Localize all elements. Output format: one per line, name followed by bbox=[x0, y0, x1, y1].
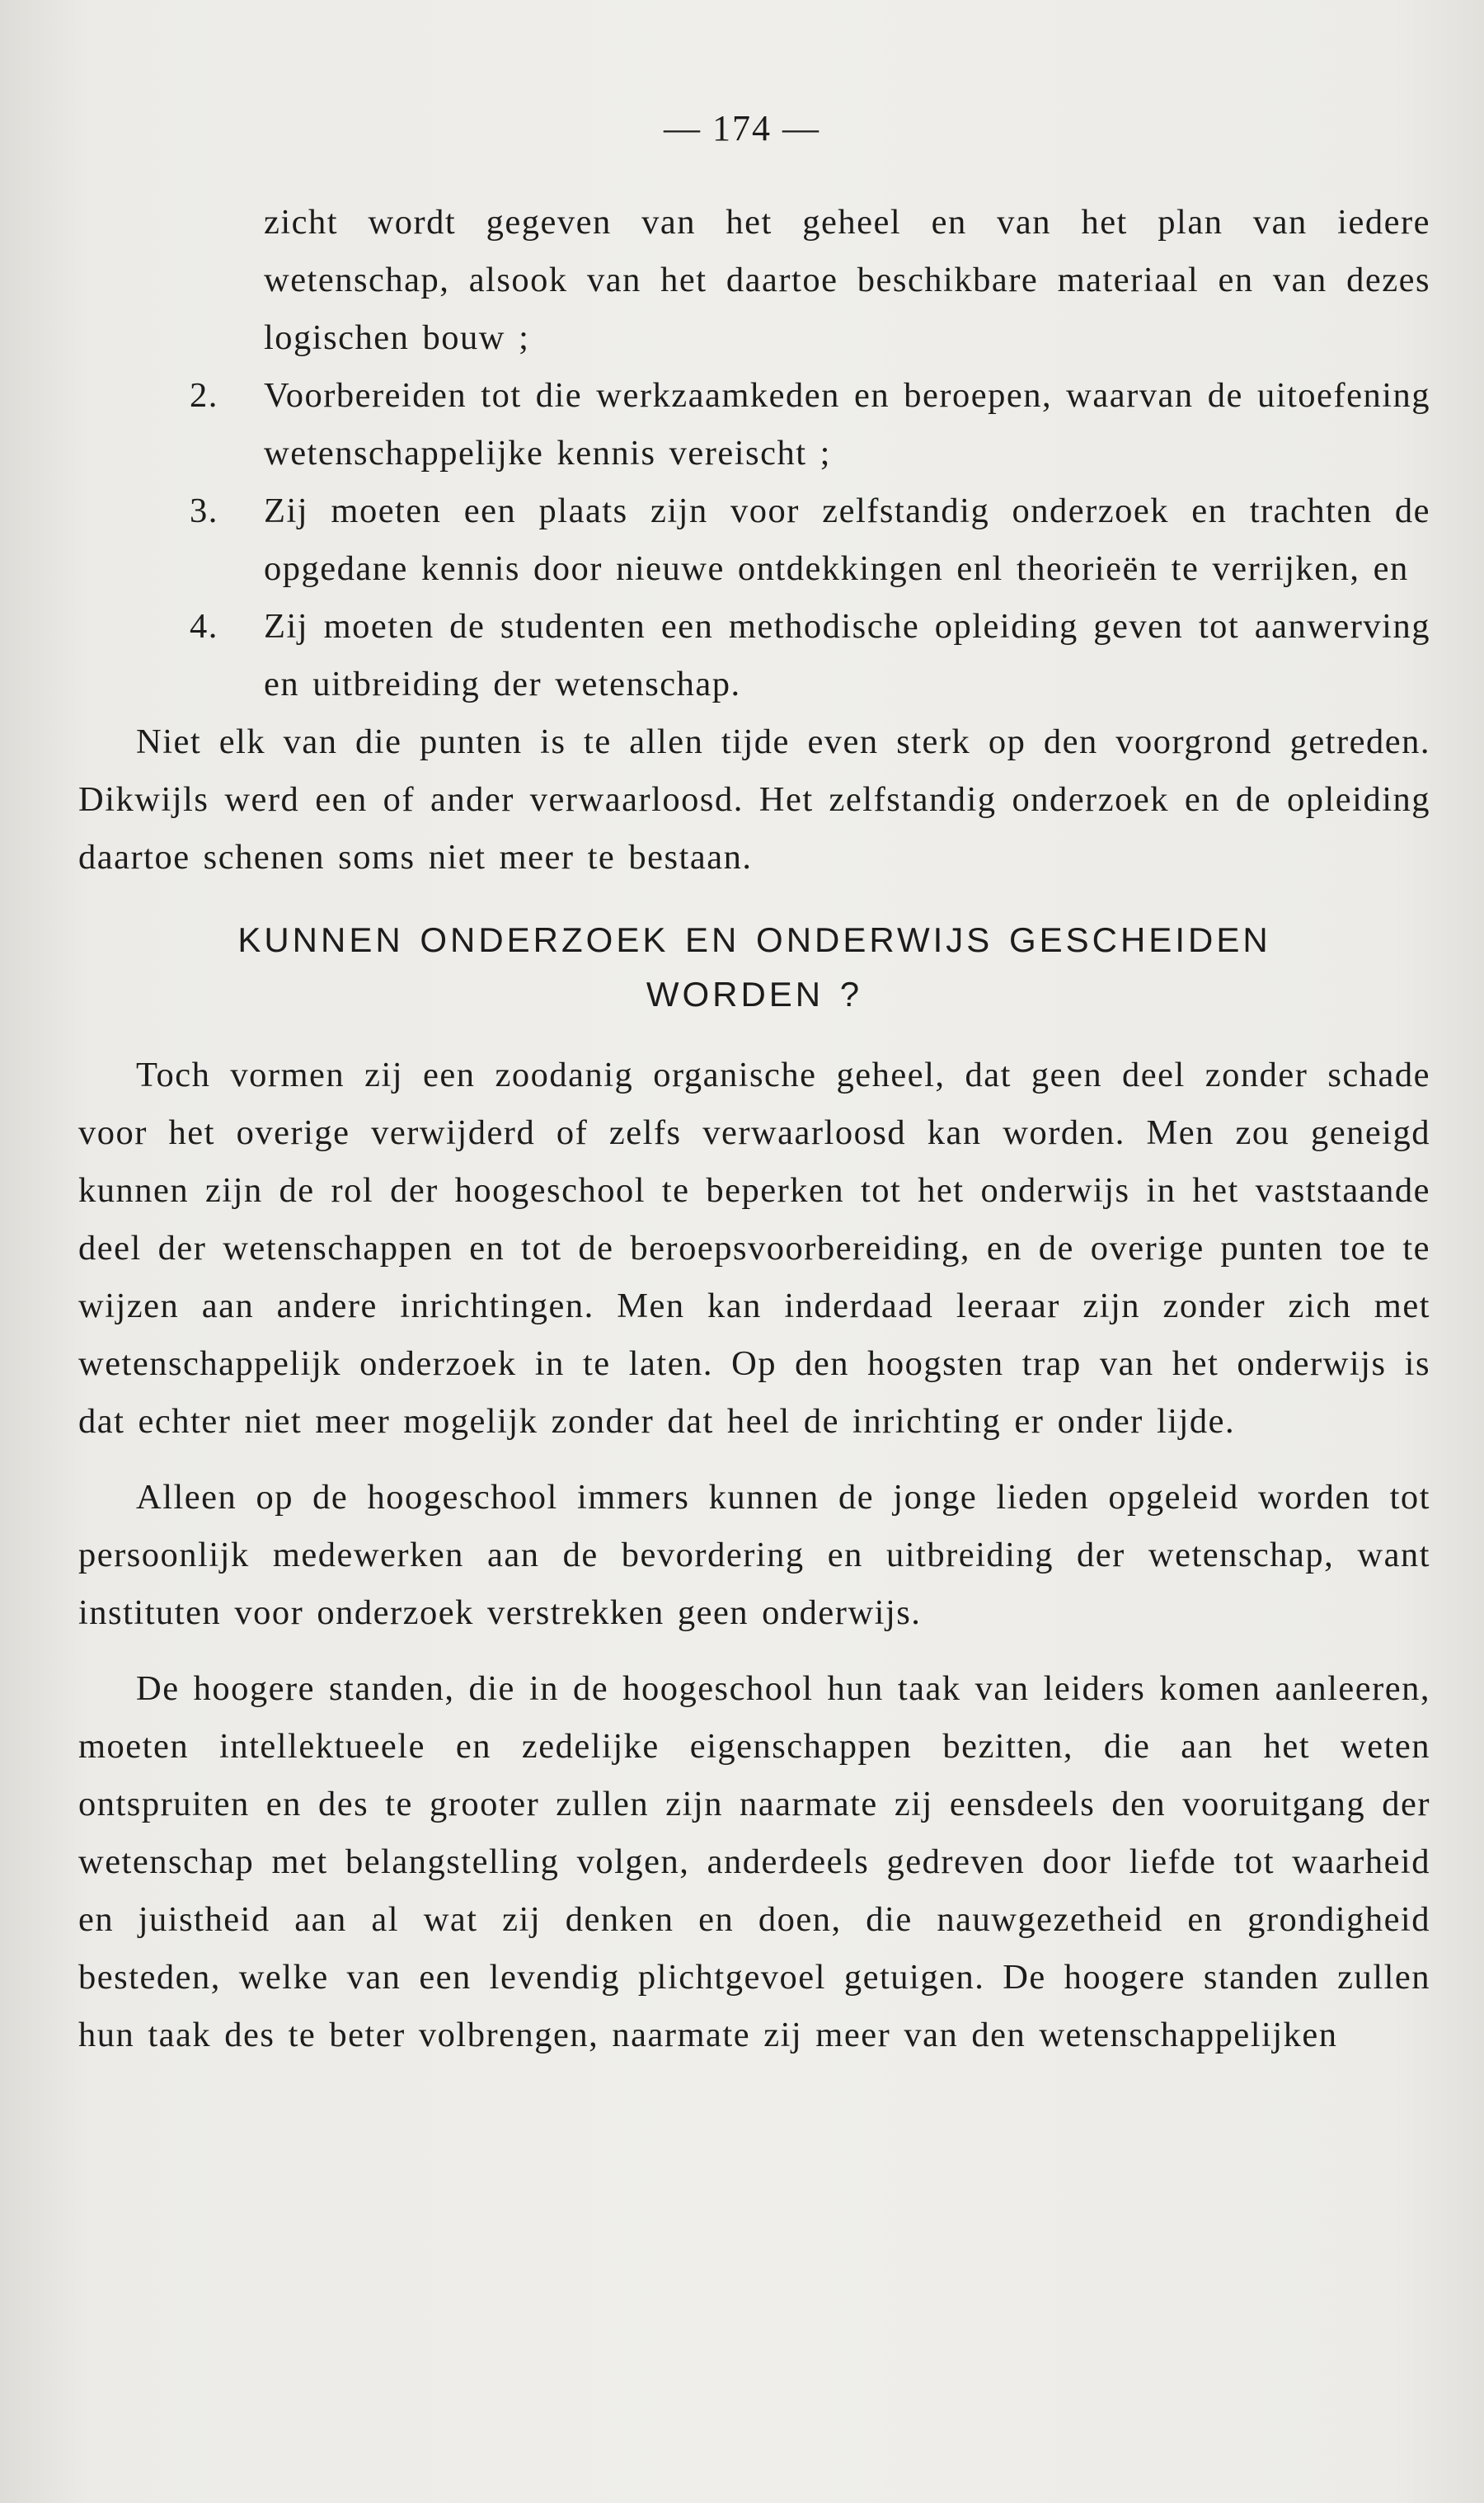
paragraph: De hoogere standen, die in de hoogeschool hun taak van leiders komen aanleeren, moeten intellektueele en zedelijke eigenschappen bezitten, die aan het weten ontspruiten en des te grooter zullen zijn naarmate zij eensdeels den vooruitgang der wetenschap met belangstelling volgen, anderdeels gedreven door liefde tot waarheid en juistheid aan al wat zij denken en doen, die nauwgezetheid en grondigheid besteden, welke van een levendig plichtgevoel getuigen. De hoogere standen zullen hun taak des te beter volbrengen, naarmate zij meer van den wetenschappelijken bbox=[78, 1669, 1430, 2054]
section-heading-line: KUNNEN ONDERZOEK EN ONDERWIJS GESCHEIDEN bbox=[237, 920, 1271, 959]
section-heading bbox=[78, 913, 1430, 1022]
continuation-text: zicht wordt gegeven van het geheel en van het plan van iedere wetenschap, alsook van het daartoe beschikbare materiaal en van dezes logischen bouw ; bbox=[264, 203, 1430, 357]
page-number: — 174 — bbox=[664, 108, 820, 148]
list-item bbox=[78, 482, 1430, 598]
paragraph: Toch vormen zij een zoodanig organische geheel, dat geen deel zonder schade voor het overige verwijderd of zelfs verwaarloosd kan worden. Men zou geneigd kunnen zijn de rol der hoogeschool te beperken tot het onderwijs in het vaststaande deel der wetenschappen en tot de beroepsvoorbereiding, en de overige punten toe te wijzen aan andere inrichtingen. Men kan inderdaad leeraar zijn zonder zich met wetenschappelijk onderzoek in te laten. Op den hoogsten trap van het onderwijs is dat echter niet meer mogelijk zonder dat heel de inrichting er onder lijde. bbox=[78, 1056, 1430, 1441]
list-item-text: Zij moeten de studenten een methodische opleiding geven tot aanwerving en uitbreiding der wetenschap. bbox=[264, 607, 1430, 703]
list-item-number: 4. bbox=[190, 607, 218, 646]
page-body bbox=[78, 194, 1430, 2064]
list-item-text: Zij moeten een plaats zijn voor zelfstandig onderzoek en trachten de opgedane kennis door nieuwe ontdekkingen enl theorieën te verrijken, en bbox=[264, 492, 1430, 588]
section-heading-line: WORDEN ? bbox=[646, 975, 863, 1014]
list-item bbox=[78, 598, 1430, 713]
list-item-number: 3. bbox=[190, 492, 218, 530]
paragraph: Niet elk van die punten is te allen tijde even sterk op den voorgrond getreden. Dikwijls werd een of ander verwaarloosd. Het zelfstandig onderzoek en de opleiding daartoe schenen soms niet meer te bestaan. bbox=[78, 722, 1430, 877]
list-item-number: 2. bbox=[190, 376, 218, 415]
paragraph: Alleen op de hoogeschool immers kunnen de jonge lieden opgeleid worden tot persoonlijk medewerken aan de bevordering en uitbreiding der wetenschap, want instituten voor onderzoek verstrekken geen onderwijs. bbox=[78, 1478, 1430, 1632]
list-item bbox=[78, 367, 1430, 482]
numbered-list bbox=[78, 367, 1430, 713]
list-item-text: Voorbereiden tot die werkzaamkeden en beroepen, waarvan de uitoefening wetenschappelijke kennis vereischt ; bbox=[264, 376, 1430, 473]
